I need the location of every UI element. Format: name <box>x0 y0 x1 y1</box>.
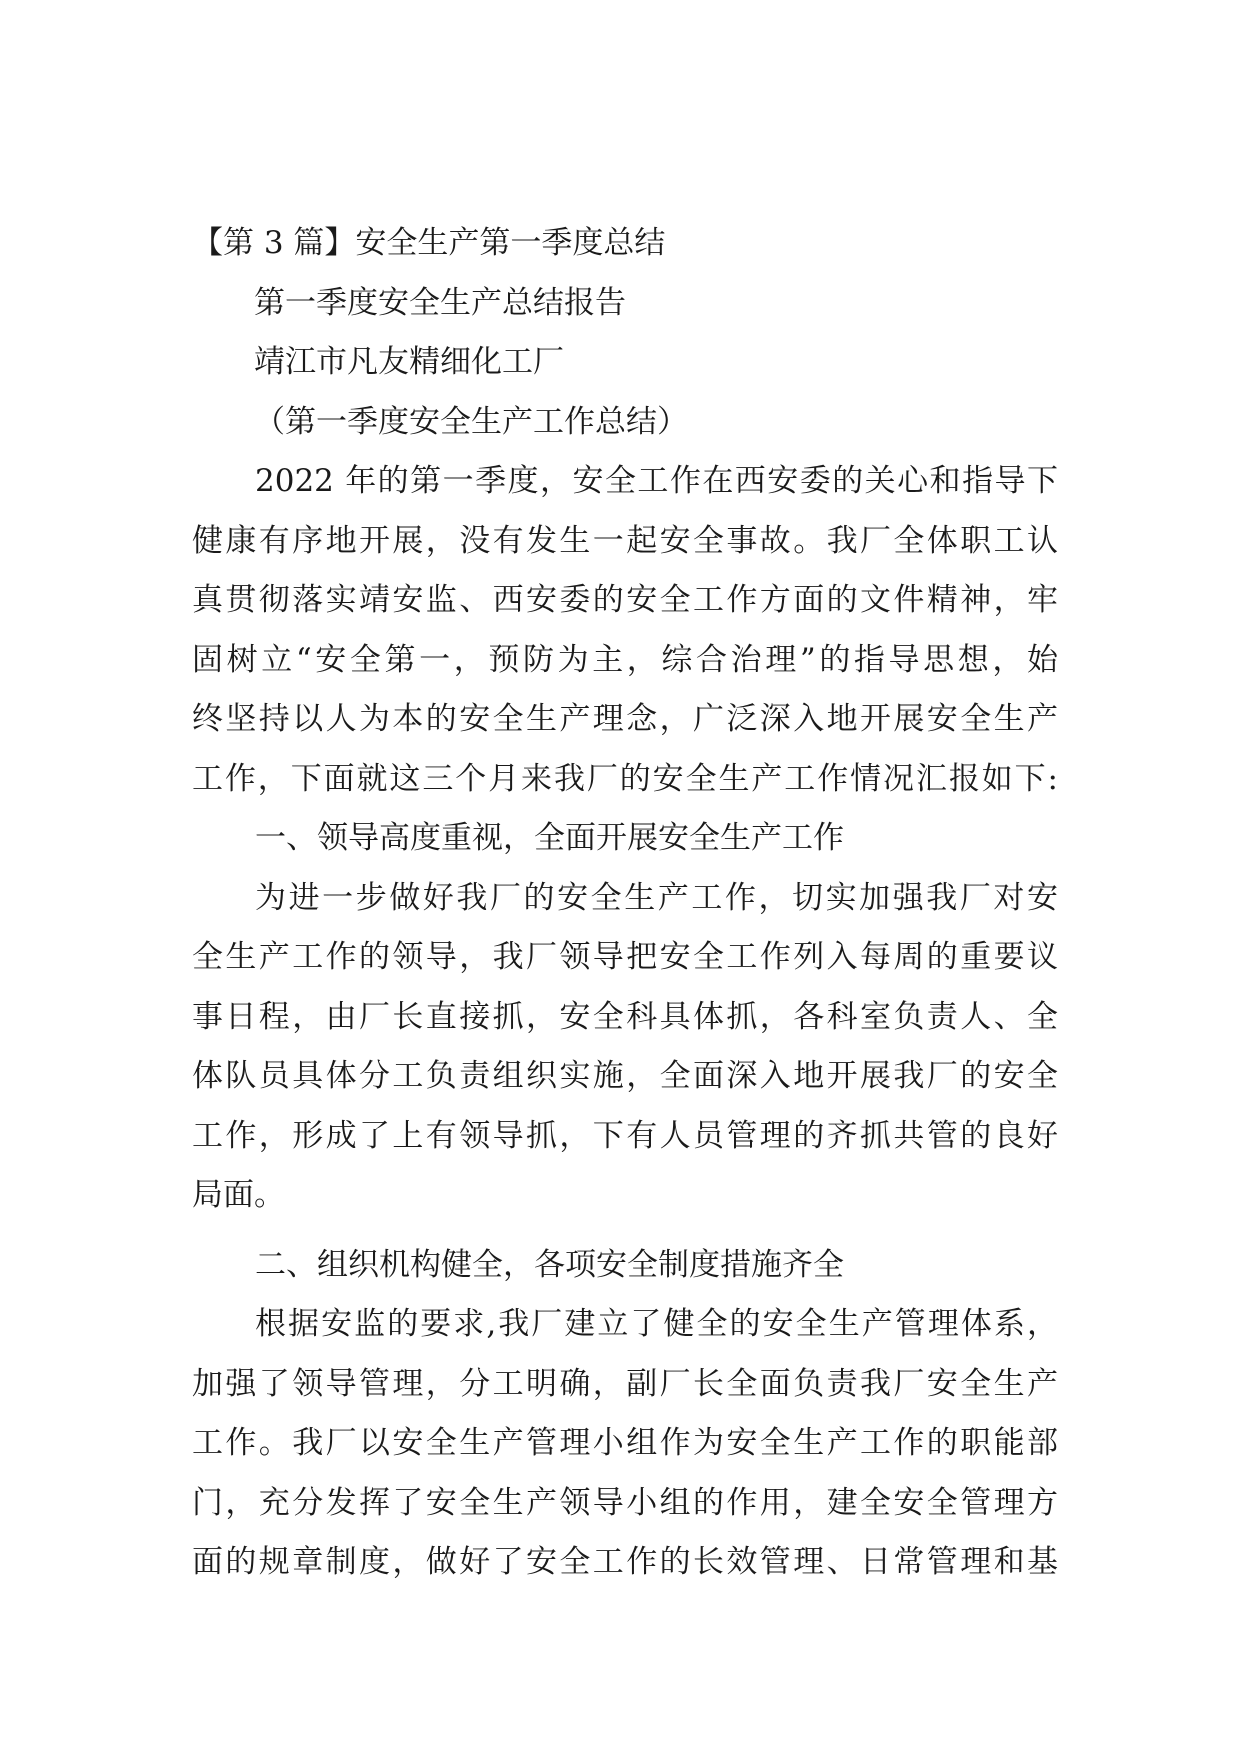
document-body <box>192 214 1058 1593</box>
section-1-paragraph <box>192 869 1058 1226</box>
paragraph-line: 工作。我厂以安全生产管理小组作为安全生产工作的职能部 <box>192 1425 1058 1461</box>
intro-paragraph <box>192 452 1058 809</box>
paragraph-line: 面的规章制度，做好了安全工作的长效管理、日常管理和基 <box>192 1544 1058 1580</box>
paragraph-line: 根据安监的要求,我厂建立了健全的安全生产管理体系， <box>255 1306 1058 1342</box>
report-subheading: （第一季度安全生产工作总结） <box>254 403 688 440</box>
paragraph-line: 局面。 <box>192 1177 285 1213</box>
paragraph-line: 事日程，由厂长直接抓，安全科具体抓，各科室负责人、全 <box>192 998 1058 1035</box>
paragraph-line: 终坚持以人为本的安全生产理念，广泛深入地开展安全生产 <box>192 701 1058 737</box>
paragraph-line: 门，充分发挥了安全生产领导小组的作用，建全安全管理方 <box>192 1484 1058 1521</box>
paragraph-line: 为进一步做好我厂的安全生产工作，切实加强我厂对安 <box>255 879 1058 916</box>
report-subtitle: 第一季度安全生产总结报告 <box>254 284 626 321</box>
paragraph-line: 工作，形成了上有领导抓，下有人员管理的齐抓共管的良好 <box>192 1117 1058 1154</box>
section-2-paragraph <box>192 1295 1058 1593</box>
paragraph-line: 全生产工作的领导，我厂领导把安全工作列入每周的重要议 <box>192 939 1058 975</box>
paragraph-line: 工作，下面就这三个月来我厂的安全生产工作情况汇报如下: <box>192 760 1058 797</box>
paragraph-line: 固树立“安全第一，预防为主，综合治理”的指导思想，始 <box>192 641 1058 678</box>
paragraph-line: 真贯彻落实靖安监、西安委的安全工作方面的文件精神，牢 <box>192 582 1058 618</box>
paragraph-line: 健康有序地开展，没有发生一起安全事故。我厂全体职工认 <box>192 522 1058 559</box>
paragraph-line: 加强了领导管理，分工明确，副厂长全面负责我厂安全生产 <box>192 1365 1058 1402</box>
paragraph-line: 体队员具体分工负责组织实施，全面深入地开展我厂的安全 <box>192 1058 1058 1094</box>
organization-name: 靖江市凡友精细化工厂 <box>254 344 564 380</box>
section-heading-1: 一、领导高度重视，全面开展安全生产工作 <box>255 820 844 856</box>
paragraph-line: 2022 年的第一季度，安全工作在西安委的关心和指导下 <box>255 463 1058 499</box>
section-heading-2: 二、组织机构健全，各项安全制度措施齐全 <box>255 1246 844 1283</box>
document-title: 【第 3 篇】安全生产第一季度总结 <box>192 225 666 261</box>
